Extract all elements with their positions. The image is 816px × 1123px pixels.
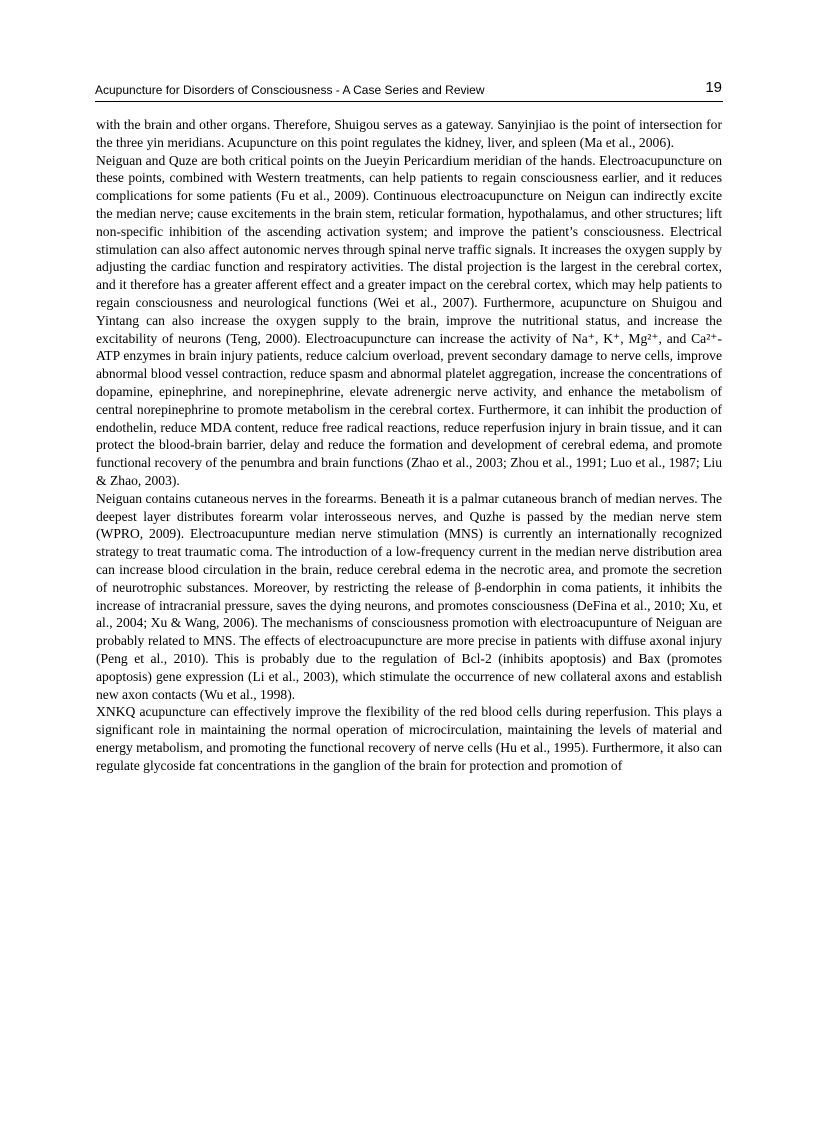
paragraph-neiguan-quze: Neiguan and Quze are both critical points on the Jueyin Pericardium meridian of the hands. Electroacupuncture on these points, combined with Western treatments, can help patients to regain consciousness earlier, and it reduces complications for some patients (Fu et al., 2009). Continuous electroacupuncture on Neigun can indirectly excite the median nerve; cause excitements in the brain stem, reticular formation, hypothalamus, and other structures; lift non-specific inhibition of the ascending activation system; and improve the patient’s consciousness. Electrical stimulation can also affect autonomic nerves through spinal nerve traffic signals. It increases the oxygen supply by adjusting the cardiac function and respiratory activities. The distal projection is the largest in the cerebral cortex, and it therefore has a greater afferent effect and a greater impact on the cerebral cortex, which may help patients to regain consciousness and neurological functions (Wei et al., 2007). Furthermore, acupuncture on Shuigou and Yintang can also increase the oxygen supply to the brain, improve the nutritional status, and increase the excitability of neurons (Teng, 2000). Electroacupuncture can increase the activity of Na⁺, K⁺, Mg²⁺, and Ca²⁺-ATP enzymes in brain injury patients, reduce calcium overload, prevent secondary damage to nerve cells, improve abnormal blood vessel contraction, reduce spasm and abnormal platelet aggregation, increase the concentrations of dopamine, epinephrine, and norepinephrine, elevate adrenergic nerve activity, and enhance the metabolism of central norepinephrine to promote metabolism in the cerebral cortex. Furthermore, it can inhibit the production of endothelin, reduce MDA content, reduce free radical reactions, reduce reperfusion injury in brain tissue, and it can protect the blood-brain barrier, delay and reduce the formation and development of cerebral edema, and promote functional recovery of the penumbra and brain functions (Zhao et al., 2003; Zhou et al., 1991; Luo et al., 1987; Liu & Zhao, 2003). bbox=[96, 152, 722, 488]
running-title: Acupuncture for Disorders of Consciousness - A Case Series and Review bbox=[95, 83, 485, 97]
paragraph-neiguan-nerves: Neiguan contains cutaneous nerves in the forearms. Beneath it is a palmar cutaneous branch of median nerves. The deepest layer distributes forearm volar interosseous nerves, and Quzhe is passed by the median nerve stem (WPRO, 2009). Electroacupunture median nerve stimulation (MNS) is currently an internationally recognized strategy to treat traumatic coma. The introduction of a low-frequency current in the median nerve distribution area can increase blood circulation in the brain, reduce cerebral edema in the necrotic area, and promote the secretion of neurotrophic substances. Moreover, by restricting the release of β-endorphin in coma patients, it inhibits the increase of intracranial pressure, saves the dying neurons, and promotes consciousness (DeFina et al., 2010; Xu, et al., 2004; Xu & Wang, 2006). The mechanisms of consciousness promotion with electroacupunture of Neiguan are probably related to MNS. The effects of electroacupuncture are more precise in patients with diffuse axonal injury (Peng et al., 2010). This is probably due to the regulation of Bcl-2 (inhibits apoptosis) and Bax (promotes apoptosis) gene expression (Li et al., 2003), which stimulate the occurrence of new collateral axons and establish new axon contacts (Wu et al., 1998). bbox=[96, 490, 722, 702]
running-header bbox=[95, 79, 723, 102]
page-number: 19 bbox=[705, 79, 722, 96]
body-text bbox=[96, 116, 722, 774]
paragraph-xnkq: XNKQ acupuncture can effectively improve the flexibility of the red blood cells during reperfusion. This plays a significant role in maintaining the normal operation of microcirculation, maintaining the levels of material and energy metabolism, and promoting the functional recovery of nerve cells (Hu et al., 1995). Furthermore, it also can regulate glycoside fat concentrations in the ganglion of the brain for protection and promotion of bbox=[96, 704, 722, 773]
paragraph-continuation: with the brain and other organs. Therefore, Shuigou serves as a gateway. Sanyinjiao is the point of intersection for the three yin meridians. Acupuncture on this point regulates the kidney, liver, and spleen (Ma et al., 2006). bbox=[96, 117, 722, 150]
